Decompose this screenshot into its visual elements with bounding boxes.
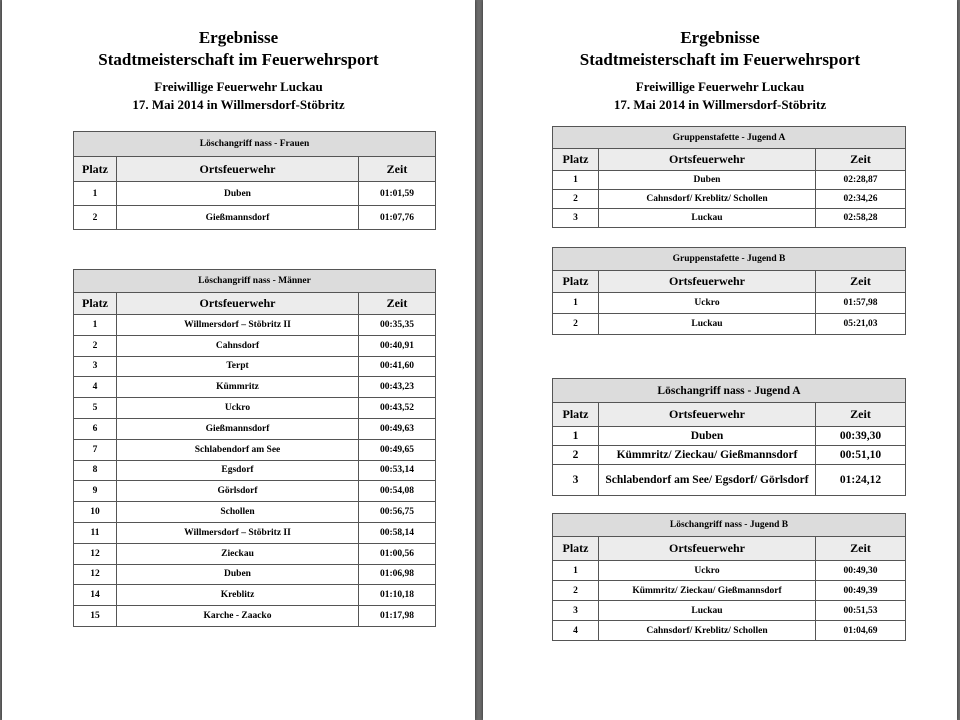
platz-cell: 5 bbox=[74, 398, 117, 419]
zeit-cell: 00:40,91 bbox=[359, 335, 436, 356]
zeit-cell: 01:10,18 bbox=[359, 585, 436, 606]
zeit-cell: 01:57,98 bbox=[816, 293, 906, 314]
platz-cell: 4 bbox=[553, 621, 599, 641]
column-header-platz: Platz bbox=[74, 157, 117, 182]
document-page-right bbox=[483, 0, 957, 720]
table-row bbox=[74, 460, 436, 481]
ortsfeuerwehr-cell: Kümmritz/ Zieckau/ Gießmannsdorf bbox=[599, 446, 816, 465]
results-table-loeschangriff-jugend-b bbox=[552, 513, 906, 641]
table-title: Löschangriff nass - Jugend B bbox=[553, 514, 906, 537]
ortsfeuerwehr-cell: Duben bbox=[599, 427, 816, 446]
page-subtitle: Stadtmeisterschaft im Feuerwehrsport bbox=[98, 50, 379, 69]
table-row bbox=[74, 585, 436, 606]
zeit-cell: 00:51,53 bbox=[816, 601, 906, 621]
table-row bbox=[74, 398, 436, 419]
platz-cell: 2 bbox=[553, 581, 599, 601]
table-row bbox=[553, 209, 906, 228]
ortsfeuerwehr-cell: Karche - Zaacko bbox=[117, 606, 359, 627]
platz-cell: 9 bbox=[74, 481, 117, 502]
zeit-cell: 02:28,87 bbox=[816, 171, 906, 190]
ortsfeuerwehr-cell: Gießmannsdorf bbox=[117, 206, 359, 230]
zeit-cell: 01:07,76 bbox=[359, 206, 436, 230]
table-row bbox=[74, 564, 436, 585]
results-table-staffel-jugend-a bbox=[552, 126, 906, 228]
ortsfeuerwehr-cell: Egsdorf bbox=[117, 460, 359, 481]
ortsfeuerwehr-cell: Luckau bbox=[599, 601, 816, 621]
column-header-platz: Platz bbox=[553, 403, 599, 427]
table-row bbox=[74, 356, 436, 377]
zeit-cell: 01:24,12 bbox=[816, 465, 906, 496]
ortsfeuerwehr-cell: Uckro bbox=[599, 293, 816, 314]
zeit-cell: 00:41,60 bbox=[359, 356, 436, 377]
platz-cell: 2 bbox=[74, 335, 117, 356]
ortsfeuerwehr-cell: Duben bbox=[599, 171, 816, 190]
zeit-cell: 05:21,03 bbox=[816, 314, 906, 335]
platz-cell: 10 bbox=[74, 502, 117, 523]
column-header-ortsfeuerwehr: Ortsfeuerwehr bbox=[117, 157, 359, 182]
zeit-cell: 00:53,14 bbox=[359, 460, 436, 481]
zeit-cell: 00:54,08 bbox=[359, 481, 436, 502]
zeit-cell: 00:49,30 bbox=[816, 561, 906, 581]
platz-cell: 2 bbox=[74, 206, 117, 230]
table-row bbox=[74, 439, 436, 460]
column-header-zeit: Zeit bbox=[359, 293, 436, 315]
ortsfeuerwehr-cell: Duben bbox=[117, 182, 359, 206]
results-table-staffel-jugend-b bbox=[552, 247, 906, 335]
column-header-platz: Platz bbox=[553, 537, 599, 561]
ortsfeuerwehr-cell: Kreblitz bbox=[117, 585, 359, 606]
column-header-zeit: Zeit bbox=[816, 537, 906, 561]
platz-cell: 4 bbox=[74, 377, 117, 398]
table-row bbox=[553, 171, 906, 190]
platz-cell: 2 bbox=[553, 314, 599, 335]
column-header-platz: Platz bbox=[74, 293, 117, 315]
ortsfeuerwehr-cell: Uckro bbox=[117, 398, 359, 419]
table-row bbox=[553, 621, 906, 641]
results-table-frauen bbox=[73, 131, 436, 230]
ortsfeuerwehr-cell: Cahnsdorf/ Kreblitz/ Schollen bbox=[599, 190, 816, 209]
platz-cell: 15 bbox=[74, 606, 117, 627]
ortsfeuerwehr-cell: Terpt bbox=[117, 356, 359, 377]
document-page-left bbox=[2, 0, 475, 720]
table-title: Löschangriff nass - Jugend A bbox=[553, 379, 906, 403]
platz-cell: 8 bbox=[74, 460, 117, 481]
ortsfeuerwehr-cell: Gießmannsdorf bbox=[117, 418, 359, 439]
platz-cell: 1 bbox=[553, 561, 599, 581]
column-header-zeit: Zeit bbox=[359, 157, 436, 182]
zeit-cell: 00:49,39 bbox=[816, 581, 906, 601]
ortsfeuerwehr-cell: Schollen bbox=[117, 502, 359, 523]
page-title: Ergebnisse bbox=[198, 28, 279, 47]
zeit-cell: 00:56,75 bbox=[359, 502, 436, 523]
zeit-cell: 00:51,10 bbox=[816, 446, 906, 465]
ortsfeuerwehr-cell: Cahnsdorf/ Kreblitz/ Schollen bbox=[599, 621, 816, 641]
zeit-cell: 02:58,28 bbox=[816, 209, 906, 228]
table-row bbox=[74, 502, 436, 523]
platz-cell: 1 bbox=[74, 315, 117, 336]
platz-cell: 12 bbox=[74, 564, 117, 585]
table-row bbox=[553, 314, 906, 335]
table-row bbox=[74, 418, 436, 439]
column-header-ortsfeuerwehr: Ortsfeuerwehr bbox=[599, 403, 816, 427]
table-title: Gruppenstafette - Jugend B bbox=[553, 248, 906, 271]
table-row bbox=[553, 190, 906, 209]
platz-cell: 3 bbox=[74, 356, 117, 377]
platz-cell: 3 bbox=[553, 601, 599, 621]
zeit-cell: 00:49,65 bbox=[359, 439, 436, 460]
column-header-platz: Platz bbox=[553, 149, 599, 171]
column-header-ortsfeuerwehr: Ortsfeuerwehr bbox=[599, 537, 816, 561]
results-table-maenner bbox=[73, 269, 436, 627]
page-title: Ergebnisse bbox=[680, 28, 760, 47]
ortsfeuerwehr-cell: Luckau bbox=[599, 314, 816, 335]
table-row bbox=[74, 377, 436, 398]
table-title: Löschangriff nass - Männer bbox=[74, 270, 436, 293]
event-date: 17. Mai 2014 in Willmersdorf-Stöbritz bbox=[132, 97, 345, 112]
platz-cell: 12 bbox=[74, 543, 117, 564]
table-row bbox=[74, 335, 436, 356]
platz-cell: 3 bbox=[553, 209, 599, 228]
zeit-cell: 02:34,26 bbox=[816, 190, 906, 209]
platz-cell: 1 bbox=[74, 182, 117, 206]
zeit-cell: 00:43,23 bbox=[359, 377, 436, 398]
page-subtitle: Stadtmeisterschaft im Feuerwehrsport bbox=[579, 50, 861, 69]
column-header-zeit: Zeit bbox=[816, 403, 906, 427]
table-row bbox=[553, 561, 906, 581]
zeit-cell: 00:43,52 bbox=[359, 398, 436, 419]
platz-cell: 2 bbox=[553, 190, 599, 209]
column-header-zeit: Zeit bbox=[816, 149, 906, 171]
table-row bbox=[553, 581, 906, 601]
ortsfeuerwehr-cell: Duben bbox=[117, 564, 359, 585]
zeit-cell: 01:00,56 bbox=[359, 543, 436, 564]
zeit-cell: 01:04,69 bbox=[816, 621, 906, 641]
table-row bbox=[553, 446, 906, 465]
table-title: Löschangriff nass - Frauen bbox=[74, 132, 436, 157]
ortsfeuerwehr-cell: Willmersdorf – Stöbritz II bbox=[117, 522, 359, 543]
organizer: Freiwillige Feuerwehr Luckau bbox=[154, 79, 323, 94]
platz-cell: 11 bbox=[74, 522, 117, 543]
results-table-loeschangriff-jugend-a bbox=[552, 378, 906, 496]
organizer: Freiwillige Feuerwehr Luckau bbox=[635, 79, 805, 94]
column-header-ortsfeuerwehr: Ortsfeuerwehr bbox=[599, 271, 816, 293]
table-row bbox=[74, 206, 436, 230]
zeit-cell: 00:35,35 bbox=[359, 315, 436, 336]
table-row bbox=[74, 481, 436, 502]
platz-cell: 1 bbox=[553, 171, 599, 190]
zeit-cell: 00:39,30 bbox=[816, 427, 906, 446]
table-row bbox=[74, 182, 436, 206]
zeit-cell: 01:01,59 bbox=[359, 182, 436, 206]
platz-cell: 1 bbox=[553, 427, 599, 446]
zeit-cell: 00:58,14 bbox=[359, 522, 436, 543]
ortsfeuerwehr-cell: Luckau bbox=[599, 209, 816, 228]
event-date: 17. Mai 2014 in Willmersdorf-Stöbritz bbox=[613, 97, 827, 112]
table-row bbox=[553, 427, 906, 446]
platz-cell: 3 bbox=[553, 465, 599, 496]
ortsfeuerwehr-cell: Kümmritz/ Zieckau/ Gießmannsdorf bbox=[599, 581, 816, 601]
column-header-ortsfeuerwehr: Ortsfeuerwehr bbox=[599, 149, 816, 171]
platz-cell: 6 bbox=[74, 418, 117, 439]
table-title: Gruppenstafette - Jugend A bbox=[553, 127, 906, 149]
platz-cell: 7 bbox=[74, 439, 117, 460]
ortsfeuerwehr-cell: Cahnsdorf bbox=[117, 335, 359, 356]
zeit-cell: 00:49,63 bbox=[359, 418, 436, 439]
table-row bbox=[74, 606, 436, 627]
table-row bbox=[553, 601, 906, 621]
ortsfeuerwehr-cell: Schlabendorf am See bbox=[117, 439, 359, 460]
platz-cell: 14 bbox=[74, 585, 117, 606]
table-row bbox=[74, 522, 436, 543]
column-header-platz: Platz bbox=[553, 271, 599, 293]
ortsfeuerwehr-cell: Kümmritz bbox=[117, 377, 359, 398]
zeit-cell: 01:06,98 bbox=[359, 564, 436, 585]
table-row bbox=[553, 293, 906, 314]
ortsfeuerwehr-cell: Zieckau bbox=[117, 543, 359, 564]
column-header-zeit: Zeit bbox=[816, 271, 906, 293]
ortsfeuerwehr-cell: Schlabendorf am See/ Egsdorf/ Görlsdorf bbox=[599, 465, 816, 496]
ortsfeuerwehr-cell: Görlsdorf bbox=[117, 481, 359, 502]
table-row bbox=[74, 315, 436, 336]
platz-cell: 1 bbox=[553, 293, 599, 314]
zeit-cell: 01:17,98 bbox=[359, 606, 436, 627]
table-row bbox=[553, 465, 906, 496]
platz-cell: 2 bbox=[553, 446, 599, 465]
column-header-ortsfeuerwehr: Ortsfeuerwehr bbox=[117, 293, 359, 315]
table-row bbox=[74, 543, 436, 564]
ortsfeuerwehr-cell: Willmersdorf – Stöbritz II bbox=[117, 315, 359, 336]
ortsfeuerwehr-cell: Uckro bbox=[599, 561, 816, 581]
